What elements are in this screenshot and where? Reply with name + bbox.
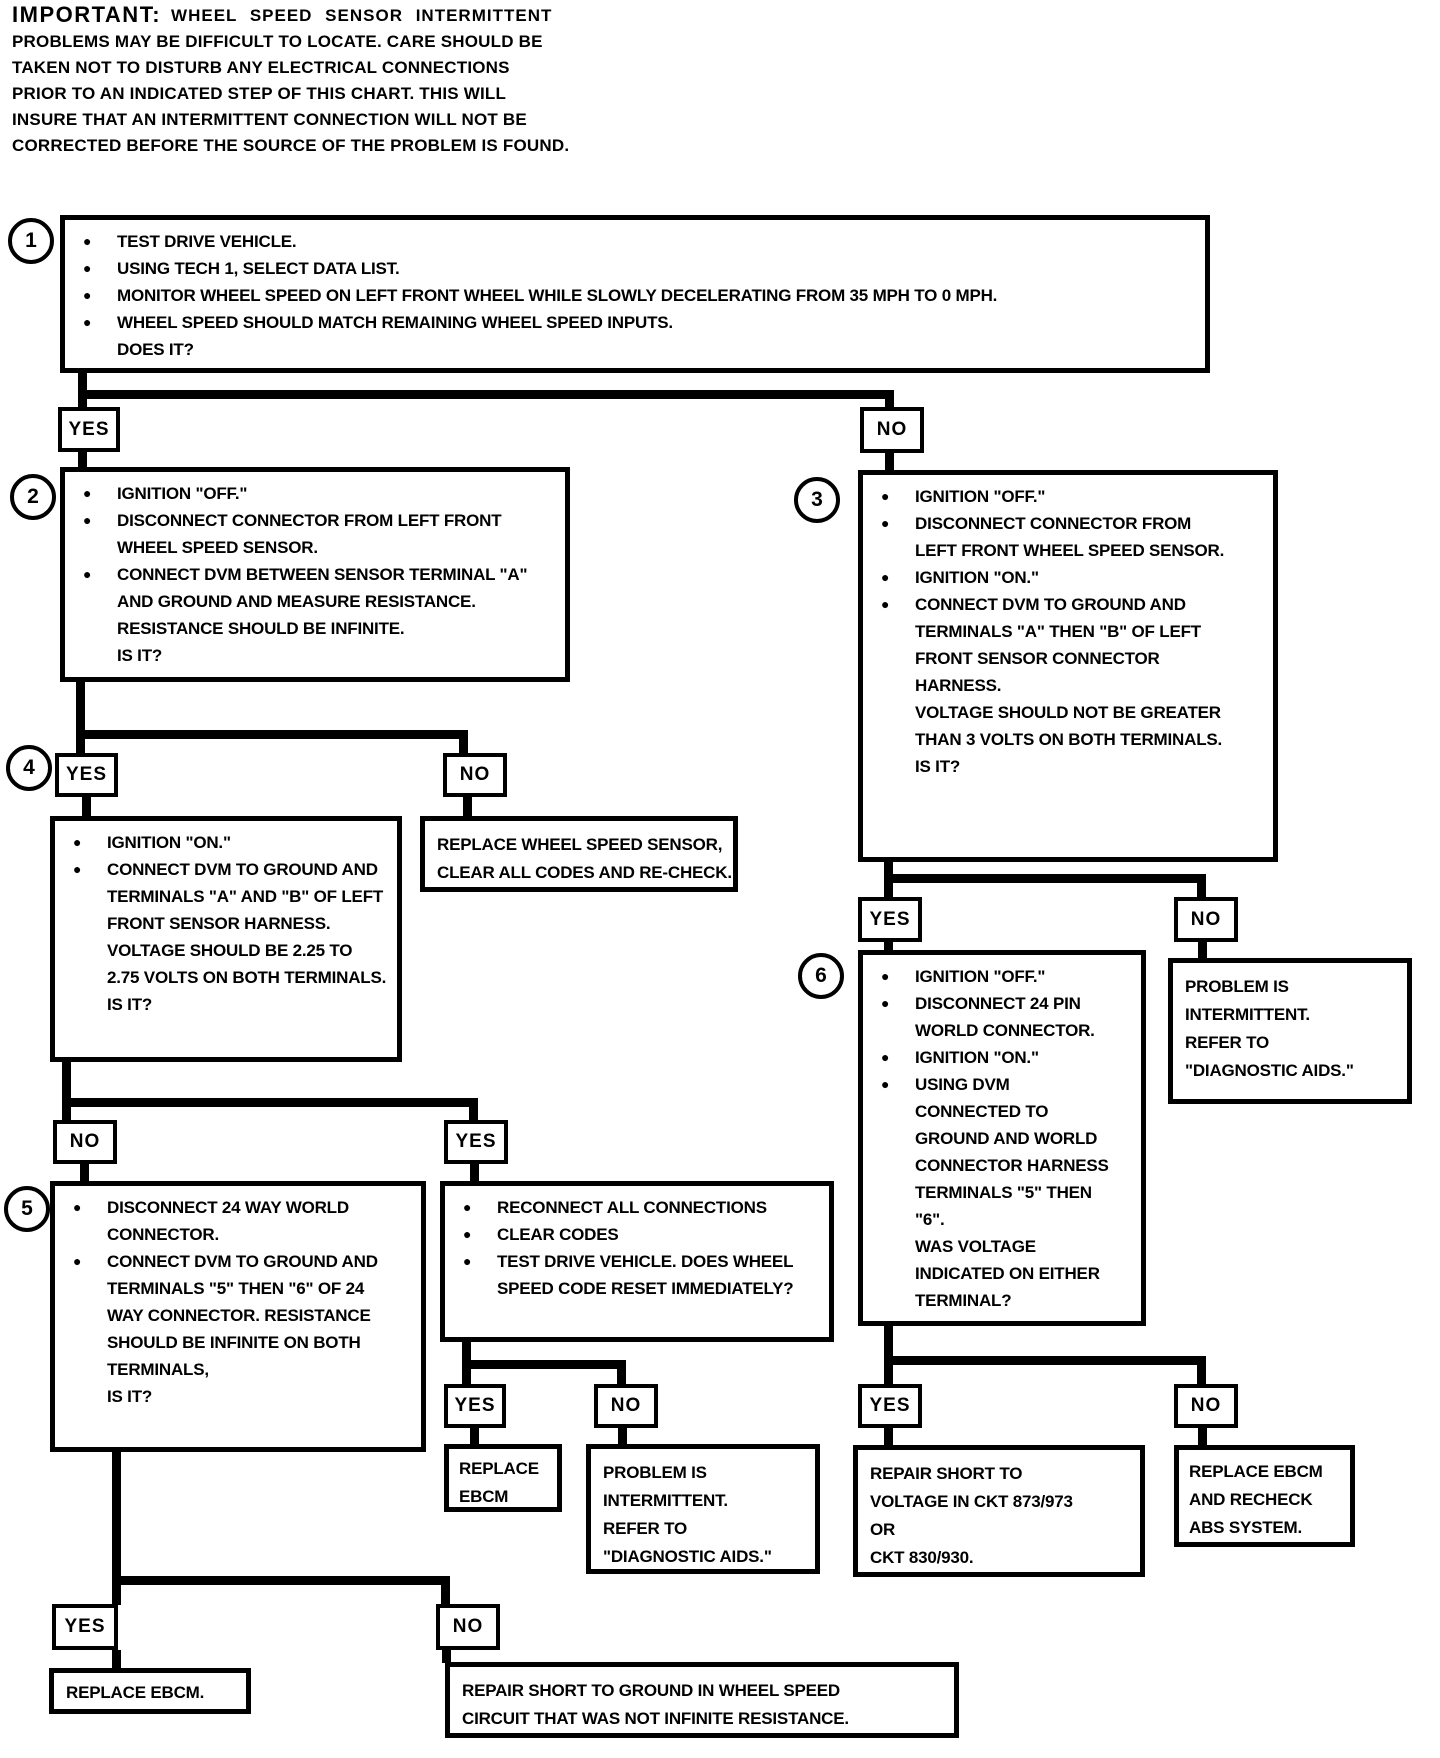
step-text: CONNECT DVM TO GROUND AND TERMINALS "A" AND "B" OF LEFT FRONT SENSOR HARNESS. VOLTAGE SHOULD BE 2.25 TO 2.75 VOLTS ON BOTH TERMINALS. (107, 860, 387, 987)
step-text: MONITOR WHEEL SPEED ON LEFT FRONT WHEEL WHILE SLOWLY DECELERATING FROM 35 MPH TO 0 MPH. (117, 286, 998, 305)
decision-no-6 (1174, 897, 1238, 942)
connector-line (884, 1356, 1206, 1365)
bullet-item (75, 255, 1195, 282)
step-text: RESISTANCE SHOULD BE INFINITE. (117, 619, 405, 638)
decision-no-1 (860, 407, 924, 453)
connector-line (1197, 1362, 1206, 1385)
connector-line (78, 390, 894, 399)
step-text: IS IT? (915, 757, 961, 776)
connector-line (112, 1576, 450, 1585)
connector-line (76, 730, 468, 739)
step-text: IGNITION "ON." (107, 833, 231, 852)
connector-line (463, 797, 472, 817)
no-label: NO (452, 1616, 484, 1637)
step-text: WAS VOLTAGE INDICATED ON EITHER TERMINAL? (915, 1237, 1100, 1310)
terminal-problem-intermittent-mid (586, 1444, 820, 1574)
terminal-text: VOLTAGE IN CKT 873/973 (870, 1492, 1073, 1511)
important-keyword: IMPORTANT: (12, 2, 162, 27)
yes-label: YES (64, 1616, 106, 1637)
step-text (75, 615, 555, 642)
step-5-box (50, 1181, 426, 1452)
connector-line (470, 1428, 479, 1445)
connector-line (78, 452, 87, 468)
bullet-item (75, 309, 1195, 336)
terminal-text: ABS SYSTEM. (1189, 1518, 1303, 1537)
important-note-line: PRIOR TO AN INDICATED STEP OF THIS CHART. THIS WILL (12, 84, 507, 103)
terminal-text: CIRCUIT THAT WAS NOT INFINITE RESISTANCE. (462, 1709, 849, 1728)
important-note-text: WHEEL SPEED SENSOR INTERMITTENT (171, 6, 553, 25)
connector-line (462, 1360, 626, 1369)
connector-line (62, 1104, 71, 1121)
connector-line (82, 797, 91, 817)
bullet-item (873, 591, 1233, 699)
terminal-replace-ebcm-recheck (1174, 1445, 1355, 1547)
connector-line (112, 1650, 121, 1669)
bullet-item (75, 282, 1195, 309)
no-label: NO (69, 1131, 101, 1152)
bullet-item (65, 1194, 391, 1248)
connector-line (441, 1582, 450, 1605)
terminal-text: INTERMITTENT. (1185, 1005, 1310, 1024)
terminal-problem-intermittent-right (1168, 958, 1412, 1104)
connector-line (470, 1164, 479, 1182)
step-text: IGNITION "OFF." (915, 487, 1046, 506)
step-text: DISCONNECT CONNECTOR FROM LEFT FRONT WHEEL SPEED SENSOR. (915, 514, 1225, 560)
step-1-box (60, 215, 1210, 373)
connector-line (112, 1450, 121, 1582)
no-label: NO (1190, 1395, 1222, 1416)
important-note-line: INSURE THAT AN INTERMITTENT CONNECTION WILL NOT BE (12, 110, 527, 129)
step-text: IGNITION "OFF." (117, 484, 248, 503)
yes-label: YES (455, 1131, 497, 1152)
terminal-text: REFER TO (1185, 1033, 1270, 1052)
step-text: DISCONNECT 24 WAY WORLD CONNECTOR. (107, 1198, 349, 1244)
important-note-line: PROBLEMS MAY BE DIFFICULT TO LOCATE. CARE SHOULD BE (12, 32, 543, 51)
bullet-item (455, 1194, 819, 1221)
step-text: CLEAR CODES (497, 1225, 619, 1244)
step-text: DISCONNECT 24 PIN WORLD CONNECTOR. (915, 994, 1095, 1040)
terminal-text: CLEAR ALL CODES AND RE-CHECK. (437, 863, 732, 882)
yes-label: YES (68, 418, 110, 440)
terminal-replace-ebcm-mid (444, 1444, 562, 1512)
connector-line (1197, 880, 1206, 898)
connector-line (80, 1164, 89, 1182)
connector-line (1198, 1428, 1207, 1446)
step-text: IGNITION "ON." (915, 568, 1039, 587)
decision-yes-step5 (52, 1604, 118, 1650)
decision-yes-reconnect (444, 1384, 506, 1428)
step-number-2: 2 (10, 474, 56, 520)
step-4-box (50, 816, 402, 1062)
terminal-text: CKT 830/930. (870, 1548, 974, 1567)
terminal-repair-short-ground (445, 1662, 959, 1738)
connector-line (884, 880, 893, 898)
step-number-3: 3 (794, 477, 840, 523)
step-text: VOLTAGE SHOULD NOT BE GREATER THAN 3 VOLTS ON BOTH TERMINALS. (915, 703, 1223, 749)
bullet-item (873, 1071, 1115, 1233)
yes-label: YES (454, 1395, 496, 1416)
no-label: NO (459, 764, 491, 785)
important-note-line: CORRECTED BEFORE THE SOURCE OF THE PROBLEM IS FOUND. (12, 136, 570, 155)
bullet-item (75, 561, 555, 615)
terminal-text: INTERMITTENT. (603, 1491, 728, 1510)
step-text: WHEEL SPEED SHOULD MATCH REMAINING WHEEL SPEED INPUTS. (117, 313, 673, 332)
question-text (873, 1233, 1115, 1314)
decision-no-step6 (1174, 1384, 1238, 1428)
terminal-text: PROBLEM IS (603, 1463, 707, 1482)
connector-line (885, 396, 894, 407)
bullet-item (873, 990, 1115, 1044)
yes-label: YES (869, 1395, 911, 1416)
important-note-line: TAKEN NOT TO DISTURB ANY ELECTRICAL CONNECTIONS (12, 58, 510, 77)
step-text: IS IT? (107, 1387, 153, 1406)
connector-line (884, 1428, 893, 1446)
terminal-text: "DIAGNOSTIC AIDS." (603, 1547, 772, 1566)
important-note (12, 2, 652, 159)
step-text: USING DVM CONNECTED TO GROUND AND WORLD CONNECTOR HARNESS TERMINALS "5" THEN "6". (915, 1075, 1109, 1229)
step-text (873, 699, 1233, 753)
no-label: NO (876, 419, 908, 440)
terminal-text: "DIAGNOSTIC AIDS." (1185, 1061, 1354, 1080)
decision-no-reconnect (594, 1384, 658, 1428)
bullet-item (75, 228, 1195, 255)
step-number-5: 5 (4, 1186, 50, 1232)
decision-yes-6 (858, 897, 922, 942)
step-text: RECONNECT ALL CONNECTIONS (497, 1198, 767, 1217)
terminal-replace-wheel-speed-sensor (420, 816, 738, 892)
terminal-text: REPAIR SHORT TO GROUND IN WHEEL SPEED (462, 1681, 840, 1700)
step-text: IS IT? (117, 646, 163, 665)
bullet-item (65, 1248, 391, 1383)
bullet-item (873, 963, 1115, 990)
step-text: USING TECH 1, SELECT DATA LIST. (117, 259, 400, 278)
terminal-repair-short-voltage (853, 1445, 1145, 1577)
connector-line (112, 1582, 121, 1605)
decision-yes-4 (55, 753, 118, 797)
bullet-item (75, 480, 555, 507)
step-text: IGNITION "OFF." (915, 967, 1046, 986)
decision-yes-5 (444, 1120, 508, 1164)
question-text (75, 642, 555, 669)
step-text: DISCONNECT CONNECTOR FROM LEFT FRONT WHEEL SPEED SENSOR. (117, 511, 502, 557)
terminal-text: AND RECHECK (1189, 1490, 1313, 1509)
connector-line (62, 1098, 478, 1107)
step-text: TEST DRIVE VEHICLE. (117, 232, 297, 251)
terminal-text: REFER TO (603, 1519, 688, 1538)
bullet-item (65, 829, 387, 856)
connector-line (78, 396, 87, 407)
terminal-text: REPLACE WHEEL SPEED SENSOR, (437, 835, 723, 854)
question-text (65, 1383, 391, 1410)
bullet-item (455, 1221, 819, 1248)
bullet-item (455, 1248, 819, 1302)
important-note-line (12, 2, 652, 29)
connector-line (884, 874, 1206, 883)
terminal-text: OR (870, 1520, 896, 1539)
step-text: DOES IT? (117, 340, 194, 359)
connector-line (617, 1366, 626, 1385)
bullet-item (873, 483, 1233, 510)
connector-line (618, 1428, 627, 1445)
step-text: IGNITION "ON." (915, 1048, 1039, 1067)
decision-no-4 (443, 753, 507, 797)
decision-no-5 (53, 1120, 117, 1164)
terminal-text: REPAIR SHORT TO (870, 1464, 1023, 1483)
step-text: CONNECT DVM BETWEEN SENSOR TERMINAL "A" AND GROUND AND MEASURE RESISTANCE. (117, 565, 528, 611)
connector-line (76, 736, 85, 754)
bullet-item (873, 564, 1233, 591)
question-text (65, 991, 387, 1018)
decision-no-step5 (436, 1604, 500, 1650)
step-text: CONNECT DVM TO GROUND AND TERMINALS "5" THEN "6" OF 24 WAY CONNECTOR. RESISTANCE SHOULD BE INFINITE ON BOTH TERMINALS, (107, 1252, 378, 1379)
step-number-1: 1 (8, 218, 54, 264)
bullet-item (75, 507, 555, 561)
yes-label: YES (65, 764, 108, 785)
connector-line (885, 453, 894, 471)
decision-yes-step6 (858, 1384, 922, 1428)
connector-line (459, 736, 468, 754)
connector-line (462, 1366, 471, 1385)
question-text (873, 753, 1233, 780)
connector-line (884, 1362, 893, 1385)
step-text: TEST DRIVE VEHICLE. DOES WHEEL SPEED CODE RESET IMMEDIATELY? (497, 1252, 794, 1298)
connector-line (1198, 942, 1207, 959)
step-6-box (858, 950, 1146, 1326)
connector-line (76, 680, 85, 736)
decision-yes-1 (58, 407, 120, 452)
question-text (75, 336, 1195, 363)
yes-label: YES (869, 908, 911, 930)
terminal-text: EBCM (459, 1487, 509, 1506)
no-label: NO (1190, 908, 1222, 930)
terminal-text: REPLACE (459, 1459, 539, 1478)
connector-line (469, 1104, 478, 1121)
no-label: NO (610, 1395, 642, 1416)
reconnect-box (440, 1181, 834, 1342)
step-number-4: 4 (6, 745, 52, 791)
step-number-6: 6 (798, 953, 844, 999)
terminal-replace-ebcm-final (49, 1668, 251, 1714)
step-text: CONNECT DVM TO GROUND AND TERMINALS "A" THEN "B" OF LEFT FRONT SENSOR CONNECTOR HARNESS. (915, 595, 1201, 695)
step-2-box (60, 467, 570, 682)
terminal-text: REPLACE EBCM (1189, 1462, 1323, 1481)
bullet-item (873, 510, 1233, 564)
bullet-item (65, 856, 387, 991)
terminal-text: REPLACE EBCM. (66, 1683, 205, 1702)
step-3-box (858, 470, 1278, 862)
terminal-text: PROBLEM IS (1185, 977, 1289, 996)
step-text: IS IT? (107, 995, 153, 1014)
bullet-item (873, 1044, 1115, 1071)
